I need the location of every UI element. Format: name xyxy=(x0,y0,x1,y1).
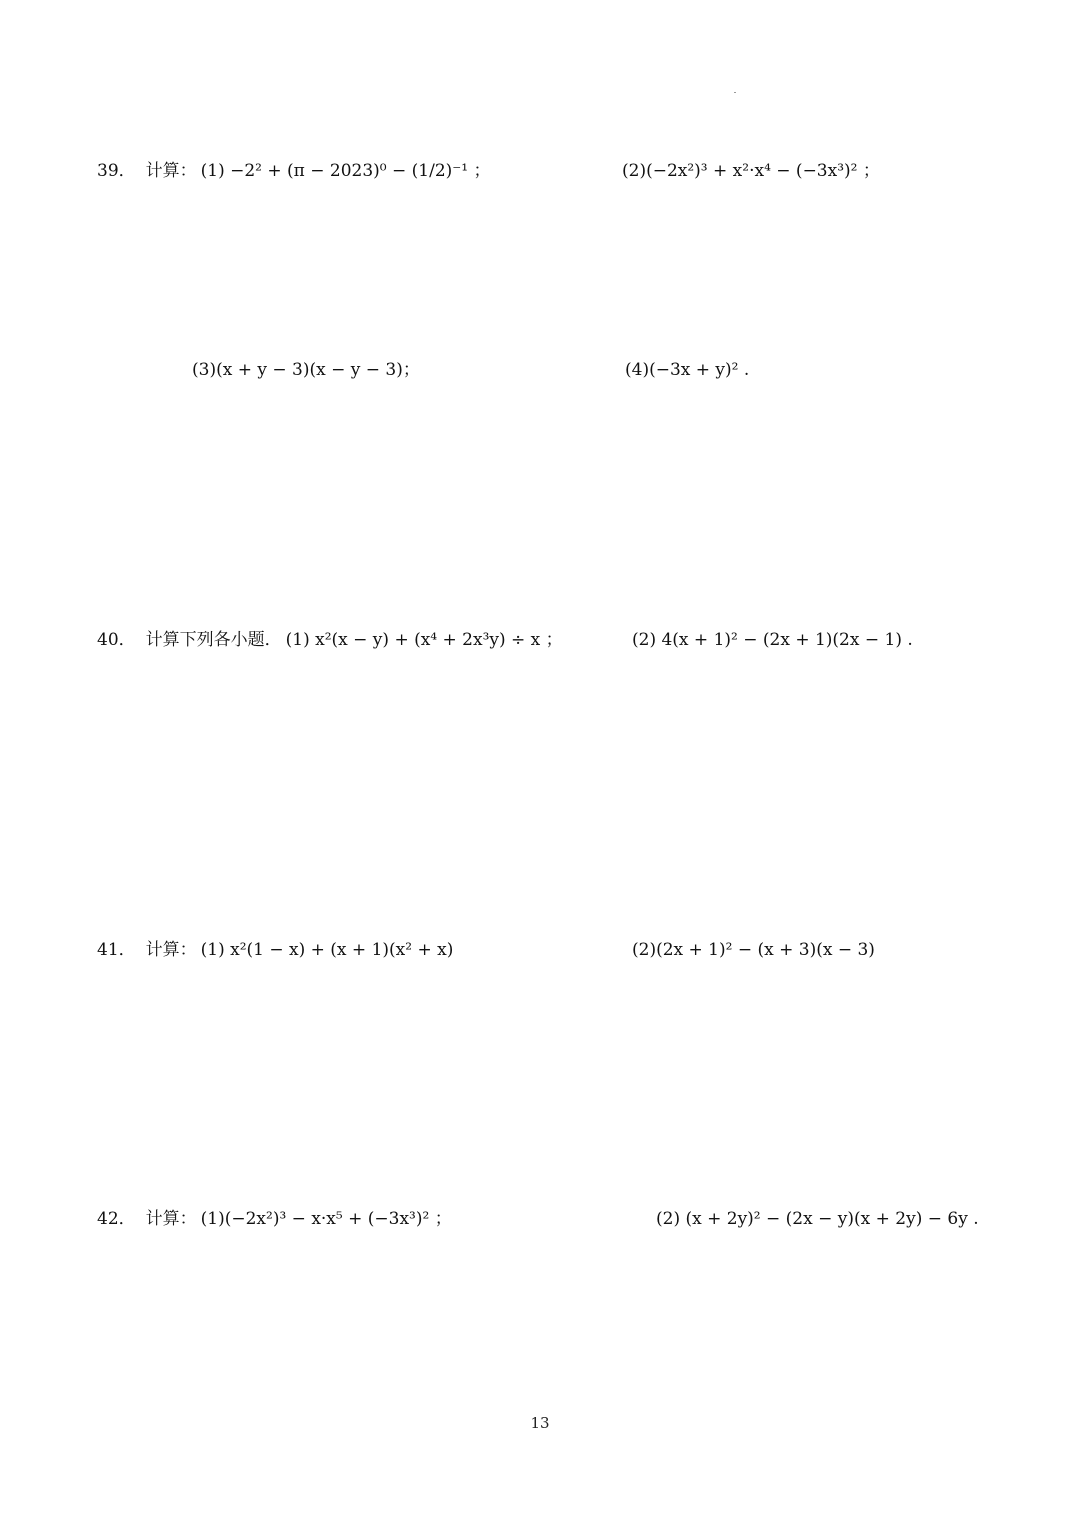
problem-40-left xyxy=(97,632,563,649)
problem-number: 42． xyxy=(97,1209,136,1229)
problem-number: 40． xyxy=(97,630,136,650)
problem-number: 39． xyxy=(97,161,136,181)
problem-part: (2)(−2x²)³ + x²·x⁴ − (−3x³)² ； xyxy=(622,161,880,181)
problem-42-left xyxy=(97,1211,452,1228)
problem-part: (1)(−2x²)³ − x·x⁵ + (−3x³)² ； xyxy=(200,1209,452,1229)
problem-39-row1-right xyxy=(622,163,880,180)
problem-number: 41． xyxy=(97,940,136,960)
problem-41-left xyxy=(97,942,453,959)
problem-stem: 计算： xyxy=(145,161,197,181)
problem-42-right xyxy=(656,1211,979,1228)
problem-stem: 计算： xyxy=(145,940,197,960)
problem-stem: 计算下列各小题． xyxy=(145,630,282,650)
problem-39-row2-left xyxy=(192,362,420,379)
problem-41-right xyxy=(632,942,875,959)
problem-part: (1) x²(x − y) + (x⁴ + 2x³y) ÷ x ； xyxy=(285,630,563,650)
problem-part: (2) (x + 2y)² − (2x − y)(x + 2y) − 6y . xyxy=(656,1209,979,1229)
problem-40-right xyxy=(632,632,913,649)
problem-39-row1-left xyxy=(97,163,491,180)
problem-part: (3)(x + y − 3)(x − y − 3)； xyxy=(192,360,420,380)
scan-speck xyxy=(734,92,736,93)
problem-part: (1) x²(1 − x) + (x + 1)(x² + x) xyxy=(200,940,454,960)
problem-part: (2)(2x + 1)² − (x + 3)(x − 3) xyxy=(632,940,875,960)
problem-part: (2) 4(x + 1)² − (2x + 1)(2x − 1) . xyxy=(632,630,913,650)
problem-stem: 计算： xyxy=(145,1209,197,1229)
problem-39-row2-right xyxy=(625,362,749,379)
problem-part: (4)(−3x + y)² . xyxy=(625,360,750,380)
page-number: 13 xyxy=(530,1414,550,1432)
problem-part: (1) −2² + (π − 2023)⁰ − (1/2)⁻¹ ； xyxy=(200,161,491,181)
